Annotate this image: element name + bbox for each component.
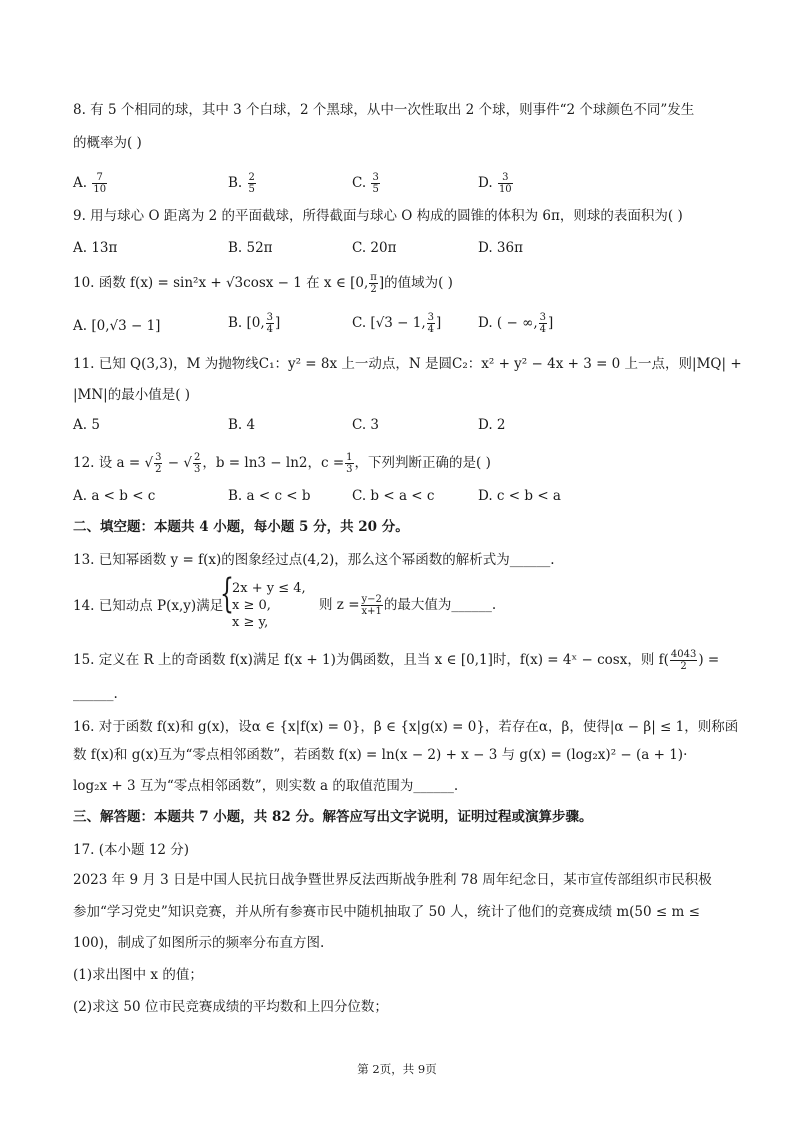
section-answer-heading: 三、解答题：本题共 7 小题，共 82 分。解答应写出文字说明，证明过程或演算步骤。 [73, 809, 593, 825]
q15-stem-line1: 15. 定义在 R 上的奇函数 f(x)满足 f(x + 1)为偶函数，且当 x ∈ [0,1]时，f(x) = 4ˣ − cosx，则 f( $\frac{4043}{2}$ ) = [73, 649, 720, 672]
q17-stem-line1: 2023 年 9 月 3 日是中国人民抗日战争暨世界反法西斯战争胜利 78 周年纪念日，某市宣传部组织市民积极 [73, 872, 712, 888]
q8-stem-line2: 的概率为( ) [73, 135, 142, 151]
q9-option-c: C. 20π [352, 240, 397, 256]
q16-stem-line1: 16. 对于函数 f(x)和 g(x)，设α ∈ {x|f(x) = 0}，β ∈ {x|g(x) = 0}，若存在α，β，使得|α − β| ≤ 1，则称函 [73, 719, 739, 735]
q8-option-c: C. $\frac{3}{5}$ [352, 172, 379, 195]
q14-constraint-2: x ≥ 0, [232, 598, 271, 613]
q8-stem-line1: 8. 有 5 个相同的球，其中 3 个白球，2 个黑球，从中一次性取出 2 个球，则事件“2 个球颜色不同”发生 [73, 102, 695, 118]
q12-stem: 12. 设 a = √ $\frac{3}{2}$ − √ $\frac{2}{3}$ ，b = ln3 − ln2，c = $\frac{1}{3}$ ，下列判断正确的是( ) [73, 452, 491, 475]
q8-option-d: D. $\frac{3}{10}$ [478, 172, 512, 195]
q14-constraint-3: x ≥ y, [232, 615, 269, 630]
q13-stem: 13. 已知幂函数 y = f(x)的图象经过点(4,2)，那么这个幂函数的解析式为______. [73, 552, 555, 568]
q10-option-c: C. [√3 − 1, $\frac{3}{4}$ ] [352, 312, 442, 335]
q14-stem-start: 14. 已知动点 P(x,y)满足 [73, 598, 224, 614]
section-fill-in-heading: 二、填空题：本题共 4 小题，每小题 5 分，共 20 分。 [73, 519, 409, 535]
q10-stem: 10. 函数 f(x) = sin²x + √3cosx − 1 在 x ∈ [0, $\frac{\pi}{2}$ ]的值域为( ) [73, 272, 453, 295]
q8-option-a: A. $\frac{7}{10}$ [73, 172, 107, 195]
q12-option-a: A. a < b < c [73, 488, 156, 504]
q17-part1: (1)求出图中 x 的值； [73, 967, 203, 983]
q12-option-c: C. b < a < c [352, 488, 435, 504]
q9-option-a: A. 13π [73, 240, 118, 256]
q10-option-a: A. [0,√3 − 1] [73, 318, 161, 334]
q9-option-d: D. 36π [478, 240, 523, 256]
q11-option-b: B. 4 [228, 417, 256, 433]
q11-option-a: A. 5 [73, 417, 100, 433]
q14-constraint-1: 2x + y ≤ 4, [232, 581, 306, 596]
q11-option-c: C. 3 [352, 417, 380, 433]
q10-option-b: B. [0, $\frac{3}{4}$ ] [228, 312, 281, 335]
q9-stem: 9. 用与球心 O 距离为 2 的平面截球，所得截面与球心 O 构成的圆锥的体积为 6π，则球的表面积为( ) [73, 208, 683, 224]
q17-part2: (2)求这 50 位市民竞赛成绩的平均数和上四分位数； [73, 999, 388, 1015]
q11-stem-line1: 11. 已知 Q(3,3)，M 为抛物线C₁：y² = 8x 上一动点，N 是圆C₂：x² + y² − 4x + 3 = 0 上一点，则|MQ| + [73, 356, 742, 372]
q15-stem-line2: ______. [73, 686, 118, 702]
page-footer: 第 2页，共 9页 [357, 1062, 437, 1076]
q17-heading: 17. (本小题 12 分) [73, 842, 190, 858]
q14-stem-end: 则 z = $\frac{y-2}{x+1}$ 的最大值为______. [319, 594, 497, 617]
q11-option-d: D. 2 [478, 417, 506, 433]
q16-stem-line2: 数 f(x)和 g(x)互为“零点相邻函数”，若函数 f(x) = ln(x − 2) + x − 3 与 g(x) = (log₂x)² − (a + 1)· [73, 747, 688, 763]
q17-stem-line2: 参加“学习党史”知识竞赛，并从所有参赛市民中随机抽取了 50 人，统计了他们的竞赛成绩 m(50 ≤ m ≤ [73, 904, 700, 920]
q12-option-d: D. c < b < a [478, 488, 561, 504]
q10-option-d: D. ( − ∞, $\frac{3}{4}$ ] [478, 312, 554, 335]
q17-stem-line3: 100)，制成了如图所示的频率分布直方图. [73, 935, 325, 951]
q8-option-b: B. $\frac{2}{5}$ [228, 172, 255, 195]
q14-system-brace: { [220, 571, 234, 617]
q16-stem-line3: log₂x + 3 互为“零点相邻函数”，则实数 a 的取值范围为______. [73, 778, 459, 794]
q9-option-b: B. 52π [228, 240, 273, 256]
q11-stem-line2: |MN|的最小值是( ) [73, 387, 191, 403]
q12-option-b: B. a < c < b [228, 488, 311, 504]
